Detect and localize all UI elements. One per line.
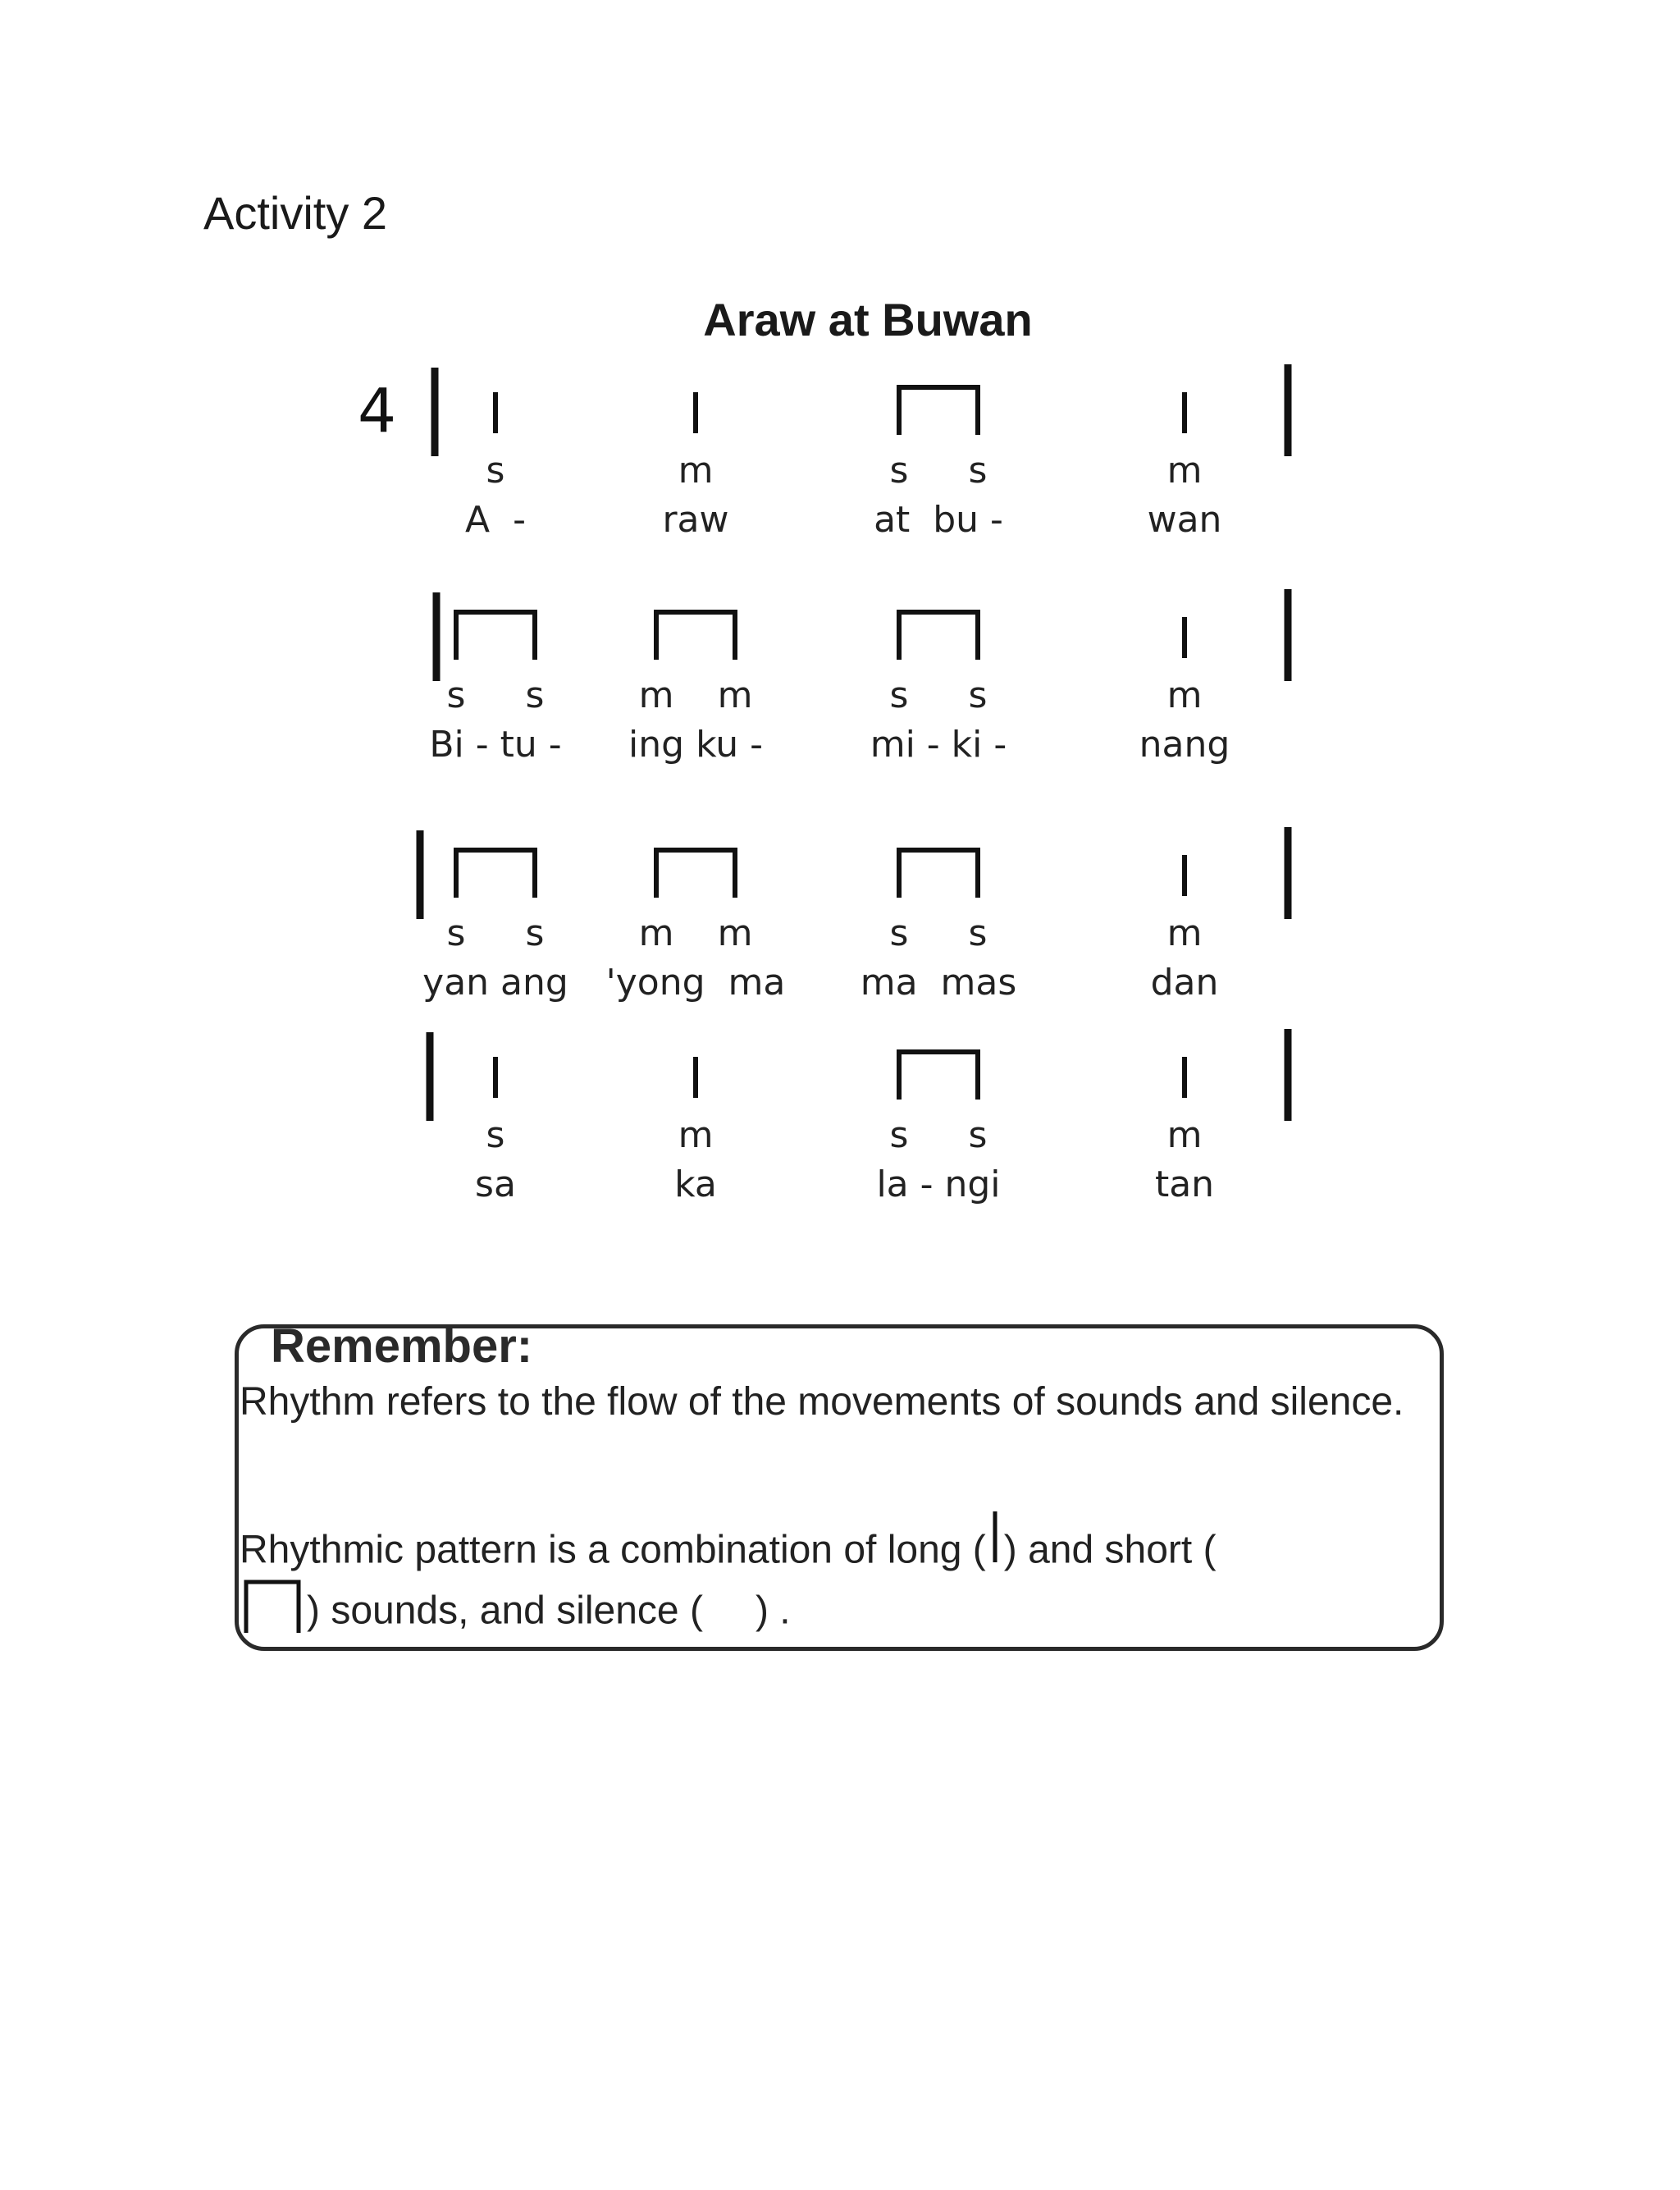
short-note-pair: [899, 387, 978, 435]
lyric-syllables: sa: [475, 1164, 516, 1205]
solfege-label: s: [889, 1114, 909, 1156]
solfege-label: s: [889, 450, 909, 491]
solfege-label: s: [486, 1114, 505, 1156]
solfege-label: s: [486, 450, 505, 491]
short-note-pair: [656, 612, 735, 660]
lyric-syllables: ka: [674, 1164, 717, 1205]
short-note-pair: [899, 1052, 978, 1100]
solfege-label: m: [717, 912, 753, 954]
lyric-syllables: dan: [1150, 962, 1219, 1004]
pattern-text-part1: Rhythmic pattern is a combination of long (: [240, 1528, 986, 1572]
solfege-label: m: [1166, 450, 1203, 491]
solfege-label: m: [638, 674, 674, 716]
lyric-syllables: mi - ki -: [870, 724, 1007, 766]
short-note-pair: [456, 850, 535, 898]
page-heading: Activity 2: [203, 187, 388, 239]
solfege-label: m: [638, 912, 674, 954]
solfege-label: s: [968, 1114, 988, 1156]
pattern-text-part3: ) sounds, and silence (: [307, 1589, 703, 1633]
lyric-syllables: A -: [465, 499, 526, 541]
lyric-syllables: nang: [1139, 724, 1230, 766]
solfege-label: s: [525, 912, 545, 954]
short-note-pair: [899, 850, 978, 898]
solfege-label: s: [968, 450, 988, 491]
solfege-label: m: [678, 450, 714, 491]
solfege-label: s: [446, 674, 466, 716]
solfege-label: m: [678, 1114, 714, 1156]
lyric-syllables: yan ang: [422, 962, 568, 1004]
short-note-pair: [899, 612, 978, 660]
lyric-syllables: raw: [662, 499, 729, 541]
short-note-pair: [656, 850, 735, 898]
solfege-label: s: [889, 912, 909, 954]
solfege-label: s: [968, 912, 988, 954]
rhythmic-pattern-text-continued: [240, 1577, 791, 1634]
solfege-label: s: [889, 674, 909, 716]
long-note-icon: [986, 1508, 1004, 1574]
solfege-label: s: [446, 912, 466, 954]
solfege-label: m: [1166, 674, 1203, 716]
song-title: Araw at Buwan: [703, 294, 1033, 345]
solfege-label: m: [1166, 912, 1203, 954]
lyric-syllables: ing ku -: [628, 724, 763, 766]
solfege-label: s: [968, 674, 988, 716]
lyric-syllables: ma mas: [860, 962, 1017, 1004]
pattern-text-part4: ) .: [755, 1589, 791, 1633]
rhythmic-pattern-text: [240, 1508, 1217, 1574]
short-notes-icon: [240, 1577, 307, 1634]
lyric-syllables: Bi - tu -: [429, 724, 562, 766]
lyric-syllables: 'yong ma: [605, 962, 786, 1004]
short-note-pair: [456, 612, 535, 660]
solfege-label: s: [525, 674, 545, 716]
solfege-label: m: [717, 674, 753, 716]
lyric-syllables: la - ngi: [876, 1164, 1001, 1205]
lyric-syllables: wan: [1147, 499, 1222, 541]
rhythm-definition: Rhythm refers to the flow of the movements of sounds and silence.: [240, 1380, 1404, 1424]
pattern-text-part2: ) and short (: [1003, 1528, 1217, 1572]
solfege-label: m: [1166, 1114, 1203, 1156]
remember-title: Remember:: [271, 1319, 533, 1373]
time-signature: 4: [358, 376, 397, 446]
lyric-syllables: at bu -: [874, 499, 1003, 541]
lyric-syllables: tan: [1154, 1164, 1215, 1205]
